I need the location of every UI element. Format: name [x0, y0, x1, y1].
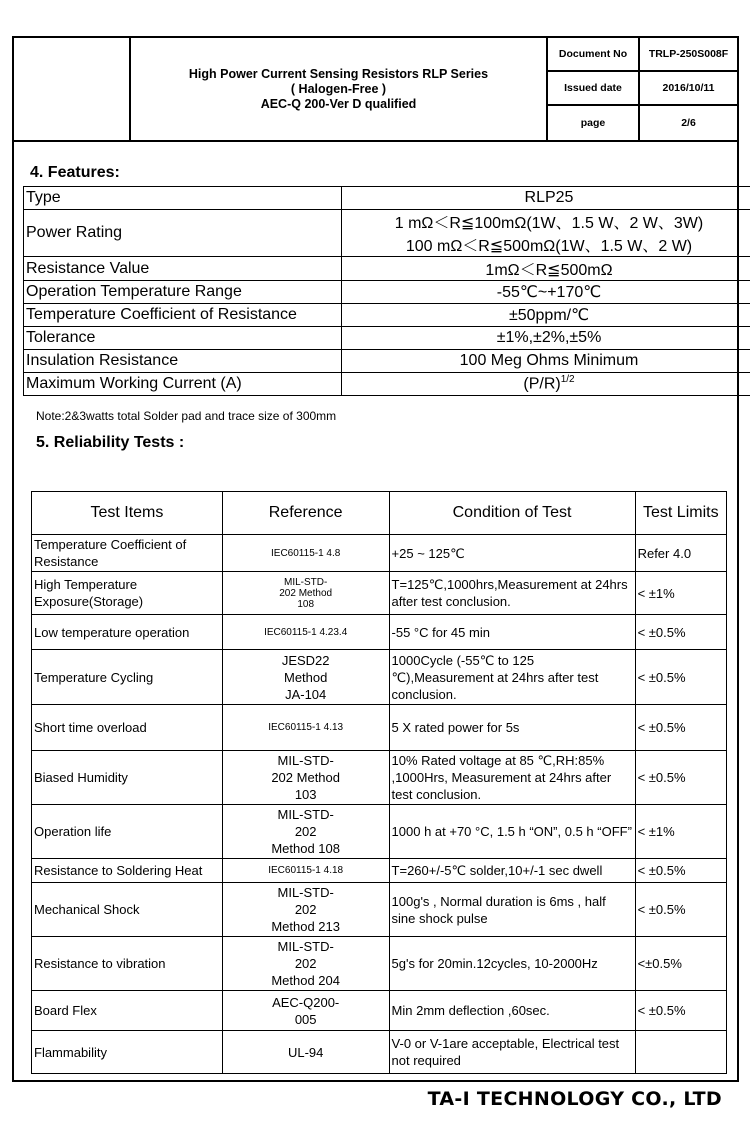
test-reference: IEC60115-1 4.13 [222, 705, 389, 751]
page-label: page [548, 106, 640, 140]
test-item: Flammability [32, 1031, 223, 1074]
table-row [32, 751, 727, 805]
test-reference: MIL-STD- 202 Method 213 [222, 883, 389, 937]
table-row [24, 257, 750, 281]
test-condition: T=260+/-5℃ solder,10+/-1 sec dwell [389, 859, 635, 883]
feature-value: 100 Meg Ohms Minimum [342, 350, 750, 373]
feature-value: ±1%,±2%,±5% [342, 327, 750, 350]
test-limit: <±0.5% [635, 937, 726, 991]
test-condition: 100g's , Normal duration is 6ms , half sine shock pulse [389, 883, 635, 937]
table-row [32, 859, 727, 883]
features-note: Note:2&3watts total Solder pad and trace size of 300mm [36, 409, 337, 423]
table-row [32, 615, 727, 650]
table-row [24, 187, 750, 210]
test-condition: Min 2mm deflection ,60sec. [389, 991, 635, 1031]
table-row [24, 327, 750, 350]
test-limit: < ±0.5% [635, 650, 726, 705]
test-item: Temperature Coefficient of Resistance [32, 535, 223, 572]
table-header-row [32, 492, 727, 535]
table-row [32, 937, 727, 991]
test-reference: MIL-STD- 202 Method 204 [222, 937, 389, 991]
table-row [24, 350, 750, 373]
document-header [14, 38, 737, 142]
test-reference: AEC-Q200- 005 [222, 991, 389, 1031]
feature-key: Operation Temperature Range [24, 281, 342, 304]
test-limit [635, 1031, 726, 1074]
test-limit: < ±1% [635, 805, 726, 859]
test-limit: < ±1% [635, 572, 726, 615]
test-reference: MIL-STD- 202 Method 108 [222, 805, 389, 859]
table-row [24, 281, 750, 304]
test-item: Mechanical Shock [32, 883, 223, 937]
test-item: Board Flex [32, 991, 223, 1031]
feature-key: Tolerance [24, 327, 342, 350]
features-heading: 4. Features: [30, 164, 120, 181]
power-rating-line-2: 100 mΩ＜R≦500mΩ(1W、1.5 W、2 W) [405, 238, 693, 255]
test-condition: T=125℃,1000hrs,Measurement at 24hrs after test conclusion. [389, 572, 635, 615]
test-reference: IEC60115-1 4.18 [222, 859, 389, 883]
test-item: Resistance to Soldering Heat [32, 859, 223, 883]
issued-date-value: 2016/10/11 [662, 82, 715, 94]
max-current-exponent: 1/2 [560, 374, 575, 386]
test-condition: 1000 h at +70 °C, 1.5 h “ON”, 0.5 h “OFF” [389, 805, 635, 859]
logo-cell [14, 38, 131, 140]
test-limit: < ±0.5% [635, 883, 726, 937]
feature-value [342, 373, 750, 396]
test-limit: Refer 4.0 [635, 535, 726, 572]
feature-value: 1mΩ＜R≦500mΩ [342, 257, 750, 281]
title-line-1: High Power Current Sensing Resistors RLP Series [188, 66, 489, 81]
test-item: Temperature Cycling [32, 650, 223, 705]
max-current-formula: (P/R) [523, 375, 561, 393]
test-condition: -55 °C for 45 min [389, 615, 635, 650]
test-reference: MIL-STD- 202 Method 108 [222, 572, 389, 615]
feature-value: ±50ppm/℃ [342, 304, 750, 327]
col-reference: Reference [222, 492, 389, 535]
table-row [24, 210, 750, 257]
reliability-table [31, 491, 727, 1074]
doc-no-label: Document No [548, 38, 640, 70]
feature-key: Power Rating [24, 210, 342, 257]
test-limit: < ±0.5% [635, 859, 726, 883]
feature-value: -55℃~+170℃ [342, 281, 750, 304]
test-condition: 10% Rated voltage at 85 ℃,RH:85% ,1000Hrs, Measurement at 24hrs after test conclusion. [389, 751, 635, 805]
test-condition: V-0 or V-1are acceptable, Electrical test not required [389, 1031, 635, 1074]
issued-date-label: Issued date [548, 72, 640, 104]
document-title [131, 38, 548, 140]
col-test-limits: Test Limits [635, 492, 726, 535]
feature-value: RLP25 [342, 187, 750, 210]
test-reference: UL-94 [222, 1031, 389, 1074]
feature-key: Type [24, 187, 342, 210]
test-condition: +25 ~ 125℃ [389, 535, 635, 572]
test-reference: MIL-STD- 202 Method 103 [222, 751, 389, 805]
test-limit: < ±0.5% [635, 705, 726, 751]
table-row [32, 883, 727, 937]
test-condition: 5 X rated power for 5s [389, 705, 635, 751]
test-condition: 5g's for 20min.12cycles, 10-2000Hz [389, 937, 635, 991]
test-item: High Temperature Exposure(Storage) [32, 572, 223, 615]
test-condition: 1000Cycle (-55℃ to 125 ℃),Measurement at 24hrs after test conclusion. [389, 650, 635, 705]
feature-value [342, 210, 750, 257]
test-limit: < ±0.5% [635, 615, 726, 650]
title-line-3: AEC-Q 200-Ver D qualified [260, 96, 417, 111]
test-item: Operation life [32, 805, 223, 859]
table-row [32, 535, 727, 572]
feature-key: Resistance Value [24, 257, 342, 281]
power-rating-line-1: 1 mΩ＜R≦100mΩ(1W、1.5 W、2 W、3W) [394, 215, 704, 232]
table-row [32, 1031, 727, 1074]
table-row [32, 991, 727, 1031]
test-item: Short time overload [32, 705, 223, 751]
page-number: 2/6 [681, 117, 696, 129]
table-row [32, 705, 727, 751]
title-line-2: ( Halogen-Free ) [290, 81, 387, 96]
test-item: Low temperature operation [32, 615, 223, 650]
feature-key: Temperature Coefficient of Resistance [24, 304, 342, 327]
company-name: TA-I TECHNOLOGY CO., LTD [427, 1088, 722, 1110]
test-limit: < ±0.5% [635, 991, 726, 1031]
test-reference: IEC60115-1 4.8 [222, 535, 389, 572]
features-table [23, 186, 750, 396]
table-row [32, 805, 727, 859]
reliability-heading: 5. Reliability Tests : [36, 434, 185, 451]
test-item: Resistance to vibration [32, 937, 223, 991]
feature-key: Insulation Resistance [24, 350, 342, 373]
table-row [24, 304, 750, 327]
test-reference: JESD22 Method JA-104 [222, 650, 389, 705]
col-condition: Condition of Test [389, 492, 635, 535]
document-meta [548, 38, 737, 140]
table-row [32, 572, 727, 615]
col-test-items: Test Items [32, 492, 223, 535]
feature-key: Maximum Working Current (A) [24, 373, 342, 396]
table-row [32, 650, 727, 705]
table-row [24, 373, 750, 396]
doc-no-value: TRLP-250S008F [648, 48, 729, 60]
test-item: Biased Humidity [32, 751, 223, 805]
test-limit: < ±0.5% [635, 751, 726, 805]
test-reference: IEC60115-1 4.23.4 [222, 615, 389, 650]
